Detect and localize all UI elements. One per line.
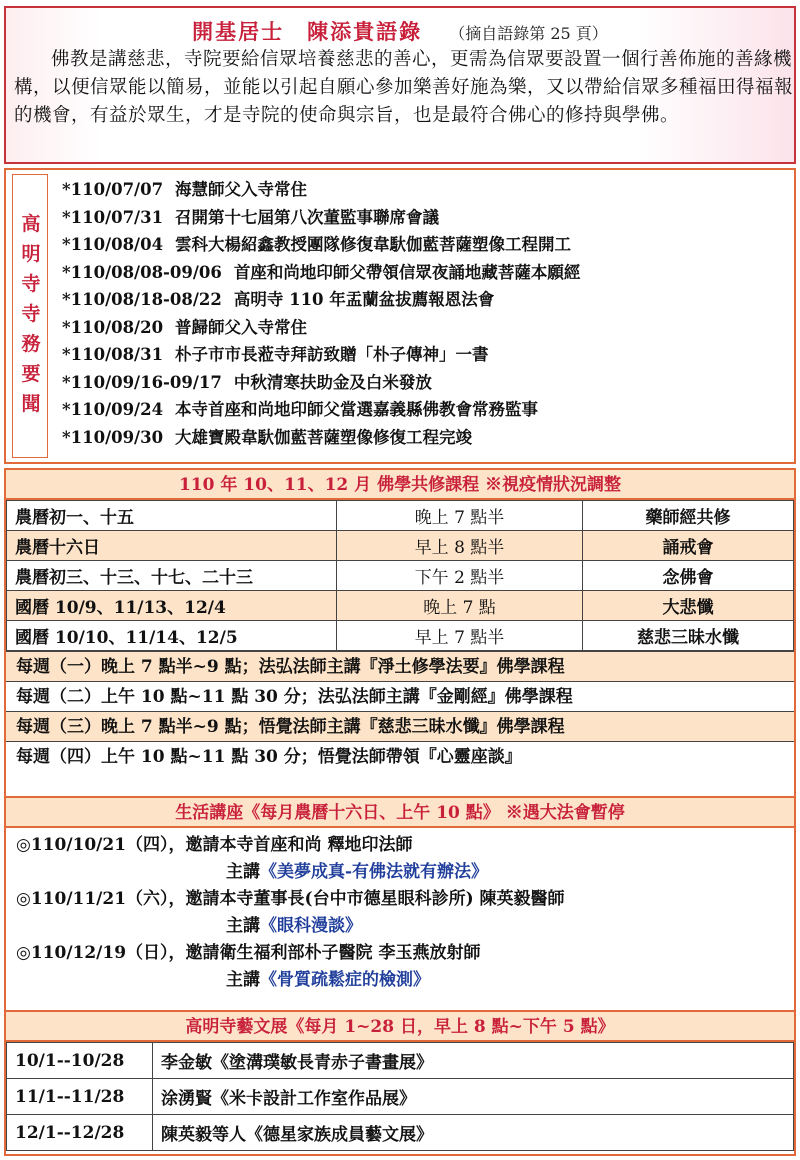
affairs-text: 首座和尚地印師父帶領信眾夜誦地藏菩薩本願經 bbox=[233, 262, 581, 282]
course-event: 藥師經共修 bbox=[583, 501, 794, 531]
exhibit-header: 高明寺藝文展《每月 1~28 日，早上 8 點~下午 5 點》 bbox=[6, 1012, 794, 1042]
course-time: 下午 2 點半 bbox=[337, 561, 583, 591]
lecture-topic: 《骨質疏鬆症的檢測》 bbox=[260, 970, 430, 990]
affairs-date: *110/08/08-09/06 bbox=[62, 262, 222, 282]
affairs-text: 普歸師父入寺常住 bbox=[175, 317, 308, 337]
course-day: 農曆十六日 bbox=[7, 531, 337, 561]
weekly-course: 每週（三）晚上 7 點半~9 點；悟覺法師主講『慈悲三昧水懺』佛學課程 bbox=[6, 711, 794, 741]
lecture-lead: 主講 bbox=[226, 916, 260, 936]
course-section bbox=[4, 468, 796, 798]
course-time: 晚上 7 點半 bbox=[337, 501, 583, 531]
affairs-date: *110/09/16-09/17 bbox=[62, 372, 222, 392]
course-time: 晚上 7 點 bbox=[337, 591, 583, 621]
quote-title-row bbox=[6, 16, 794, 42]
lecture-line: ◎110/12/19（日），邀請衛生福利部朴子醫院 李玉燕放射師 bbox=[16, 943, 481, 963]
affairs-text: 朴子市市長蒞寺拜訪致贈「朴子傳神」一書 bbox=[175, 345, 489, 364]
affairs-date: *110/08/31 bbox=[62, 345, 164, 364]
lecture-list bbox=[6, 828, 794, 994]
affairs-item bbox=[62, 176, 792, 204]
exhibit-desc: 李金敏《塗溝璞敏長青赤子書畫展》 bbox=[153, 1043, 794, 1079]
quote-title: 開基居士 陳添貴語錄 bbox=[192, 19, 423, 44]
course-day: 國曆 10/9、11/13、12/4 bbox=[7, 591, 337, 621]
course-time: 早上 7 點半 bbox=[337, 621, 583, 651]
affairs-item bbox=[62, 314, 792, 342]
course-day: 農曆初三、十三、十七、二十三 bbox=[7, 561, 337, 591]
affairs-date: *110/08/20 bbox=[62, 317, 164, 337]
course-day: 國曆 10/10、11/14、12/5 bbox=[7, 621, 337, 651]
affairs-item bbox=[62, 369, 792, 397]
affairs-side-label: 高明寺寺務要聞 bbox=[21, 213, 41, 415]
lecture-topic: 《美夢成真-有佛法就有辦法》 bbox=[260, 862, 489, 882]
course-table bbox=[6, 500, 794, 651]
affairs-text: 召開第十七屆第八次董監事聯席會議 bbox=[175, 207, 440, 227]
exhibit-table bbox=[6, 1042, 794, 1151]
exhibit-row bbox=[7, 1115, 794, 1151]
course-row bbox=[7, 591, 794, 621]
exhibit-row bbox=[7, 1079, 794, 1115]
exhibit-dates: 12/1--12/28 bbox=[7, 1115, 153, 1151]
affairs-item bbox=[62, 424, 792, 452]
exhibit-desc: 涂湧賢《米卡設計工作室作品展》 bbox=[153, 1079, 794, 1115]
quote-box bbox=[4, 6, 796, 164]
affairs-date: *110/08/04 bbox=[62, 235, 164, 254]
affairs-item bbox=[62, 231, 792, 259]
quote-body: 佛教是講慈悲，寺院要給信眾培養慈悲的善心，更需為信眾要設置一個行善佈施的善緣機構，以便信眾能以簡易，並能以引起自願心參加樂善好施為樂，又以帶給信眾多種福田得福報的機會，有益於眾生，才是寺院的使命與宗旨，也是最符合佛心的修持與學佛。 bbox=[14, 49, 794, 126]
course-event: 慈悲三昧水懺 bbox=[583, 621, 794, 651]
affairs-text: 雲科大楊紹鑫教授團隊修復韋馱伽藍菩薩塑像工程開工 bbox=[175, 235, 572, 254]
affairs-side-panel bbox=[12, 174, 48, 458]
affairs-date: *110/09/30 bbox=[62, 427, 164, 447]
course-time: 早上 8 點半 bbox=[337, 531, 583, 561]
affairs-item bbox=[62, 259, 792, 287]
lecture-line: ◎110/10/21（四），邀請本寺首座和尚 釋地印法師 bbox=[16, 835, 413, 855]
lecture-topic-line bbox=[16, 913, 794, 940]
affairs-date: *110/08/18-08/22 bbox=[62, 290, 222, 309]
weekly-course: 每週（四）上午 10 點~11 點 30 分；悟覺法師帶領『心靈座談』 bbox=[6, 741, 794, 771]
affairs-text: 高明寺 110 年盂蘭盆拔薦報恩法會 bbox=[233, 290, 495, 309]
course-row bbox=[7, 501, 794, 531]
affairs-date: *110/07/31 bbox=[62, 207, 164, 227]
course-header: 110 年 10、11、12 月 佛學共修課程 ※視疫情狀況調整 bbox=[6, 470, 794, 500]
lecture-topic: 《眼科漫談》 bbox=[260, 916, 362, 936]
affairs-date: *110/09/24 bbox=[62, 400, 164, 419]
exhibit-section bbox=[4, 1012, 796, 1156]
affairs-date: *110/07/07 bbox=[62, 180, 164, 199]
lecture-header: 生活講座《每月農曆十六日、上午 10 點》 ※遇大法會暫停 bbox=[6, 798, 794, 828]
course-row bbox=[7, 561, 794, 591]
course-row bbox=[7, 621, 794, 651]
course-row bbox=[7, 531, 794, 561]
affairs-item bbox=[62, 396, 792, 424]
lecture-topic-line bbox=[16, 967, 794, 994]
lecture-topic-line bbox=[16, 859, 794, 886]
lecture-line: ◎110/11/21（六），邀請本寺董事長(台中市德星眼科診所) 陳英毅醫師 bbox=[16, 889, 565, 909]
affairs-text: 中秋清寒扶助金及白米發放 bbox=[233, 372, 432, 392]
weekly-course: 每週（一）晚上 7 點半~9 點；法弘法師主講『淨土修學法要』佛學課程 bbox=[6, 651, 794, 681]
exhibit-row bbox=[7, 1043, 794, 1079]
affairs-text: 大雄寶殿韋馱伽藍菩薩塑像修復工程完竣 bbox=[175, 427, 473, 447]
affairs-item bbox=[62, 204, 792, 232]
quote-source: （摘自語錄第 25 頁） bbox=[449, 24, 608, 43]
affairs-list bbox=[62, 176, 792, 451]
affairs-text: 海慧師父入寺常住 bbox=[175, 180, 308, 199]
temple-affairs-box bbox=[4, 168, 796, 464]
exhibit-dates: 10/1--10/28 bbox=[7, 1043, 153, 1079]
course-event: 念佛會 bbox=[583, 561, 794, 591]
exhibit-dates: 11/1--11/28 bbox=[7, 1079, 153, 1115]
course-event: 大悲懺 bbox=[583, 591, 794, 621]
course-day: 農曆初一、十五 bbox=[7, 501, 337, 531]
weekly-course: 每週（二）上午 10 點~11 點 30 分；法弘法師主講『金剛經』佛學課程 bbox=[6, 681, 794, 711]
course-event: 誦戒會 bbox=[583, 531, 794, 561]
lecture-lead: 主講 bbox=[226, 862, 260, 882]
exhibit-desc: 陳英毅等人《德星家族成員藝文展》 bbox=[153, 1115, 794, 1151]
lecture-lead: 主講 bbox=[226, 970, 260, 990]
lecture-section bbox=[4, 798, 796, 1012]
affairs-text: 本寺首座和尚地印師父當選嘉義縣佛教會常務監事 bbox=[175, 400, 539, 419]
affairs-item bbox=[62, 341, 792, 369]
affairs-item bbox=[62, 286, 792, 314]
